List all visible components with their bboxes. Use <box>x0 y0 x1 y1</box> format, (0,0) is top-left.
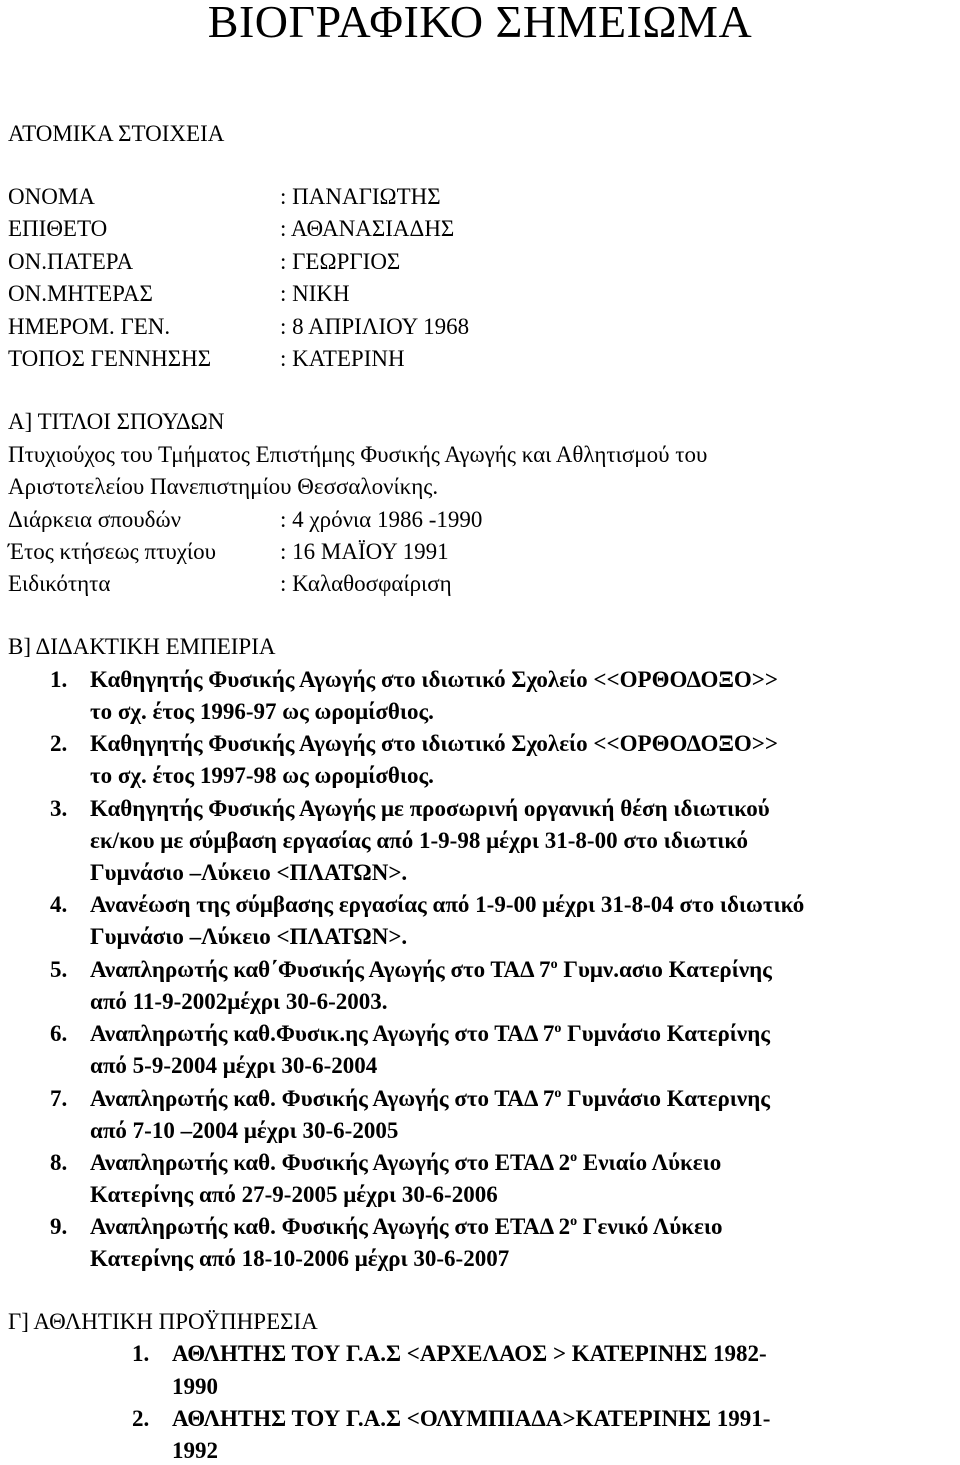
sports-heading: Γ] ΑΘΛΗΤΙΚΗ ΠΡΟΫΠΗΡΕΣΙΑ <box>8 1309 318 1334</box>
item-number: 8. <box>50 1150 68 1175</box>
row-label: ΤΟΠΟΣ ΓΕΝΝΗΣΗΣ <box>8 346 212 371</box>
teaching-heading: Β] ΔΙΔΑΚΤΙΚΗ ΕΜΠΕΙΡΙΑ <box>8 634 276 659</box>
item-text: ΑΘΛΗΤΗΣ ΤΟΥ Γ.Α.Σ <ΟΛΥΜΠΙΑΔΑ>ΚΑΤΕΡΙΝΗΣ 1991- <box>172 1406 771 1431</box>
personal-row <box>8 313 469 341</box>
row-value: : ΝΙΚΗ <box>280 281 350 306</box>
row-value: : 4 χρόνια 1986 -1990 <box>280 507 483 532</box>
ordinal-superscript: ο <box>570 1214 578 1229</box>
teaching-item-cont: το σχ. έτος 1996-97 ως ωρομίσθιος. <box>90 699 434 724</box>
item-number: 1. <box>50 667 68 692</box>
row-value: : 8 ΑΠΡΙΛΙΟΥ 1968 <box>280 314 470 339</box>
ordinal-superscript: ο <box>570 1150 578 1165</box>
teaching-item <box>50 666 778 694</box>
teaching-item-cont: από 11-9-2002μέχρι 30-6-2003. <box>90 989 388 1014</box>
item-text-tail: Ενιαίο Λύκειο <box>577 1150 722 1175</box>
item-text: ΑΘΛΗΤΗΣ ΤΟΥ Γ.Α.Σ <ΑΡΧΕΛΑΟΣ > ΚΑΤΕΡΙΝΗΣ 1982- <box>172 1341 767 1366</box>
personal-row <box>8 345 405 373</box>
row-value: : Καλαθοσφαίριση <box>280 571 452 596</box>
row-label: ΟΝ.ΜΗΤΕΡΑΣ <box>8 281 153 306</box>
studies-row <box>8 538 449 566</box>
item-number: 3. <box>50 796 68 821</box>
teaching-item <box>50 795 770 823</box>
item-text-tail: Γυμνάσιο Κατερινης <box>561 1086 770 1111</box>
row-value: : ΓΕΩΡΓΙΟΣ <box>280 249 401 274</box>
teaching-item <box>50 891 804 919</box>
sports-item <box>132 1340 767 1368</box>
row-value: : ΚΑΤΕΡΙΝΗ <box>280 346 405 371</box>
teaching-item-cont: εκ/κου με σύμβαση εργασίας από 1-9-98 μέχρι 31-8-00 στο ιδιωτικό <box>90 828 749 853</box>
item-number: 9. <box>50 1214 68 1239</box>
teaching-item-cont: το σχ. έτος 1997-98 ως ωρομίσθιος. <box>90 763 434 788</box>
ordinal-superscript: ο <box>550 957 558 972</box>
teaching-item <box>50 956 772 984</box>
item-text-tail: Γενικό Λύκειο <box>577 1214 723 1239</box>
item-text: Καθηγητής Φυσικής Αγωγής με προσωρινή οργανική θέση ιδιωτικού <box>90 796 770 821</box>
ordinal-superscript: ο <box>554 1086 562 1101</box>
item-text: Καθηγητής Φυσικής Αγωγής στο ιδιωτικό Σχολείο <<ΟΡΘΟΔΟΞΟ>> <box>90 667 779 692</box>
studies-line: Πτυχιούχος του Τμήματος Επιστήμης Φυσικής Αγωγής και Αθλητισμού του <box>8 442 708 467</box>
row-label: ΕΠΙΘΕΤΟ <box>8 216 108 241</box>
item-number: 6. <box>50 1021 68 1046</box>
teaching-item <box>50 1020 770 1048</box>
item-text-tail: Γυμνάσιο Κατερίνης <box>561 1021 770 1046</box>
item-number: 5. <box>50 957 68 982</box>
teaching-item-cont: Γυμνάσιο –Λύκειο <ΠΛΑΤΩΝ>. <box>90 924 408 949</box>
row-label: Ειδικότητα <box>8 571 111 596</box>
personal-row <box>8 183 441 211</box>
teaching-item-cont: Κατερίνης από 27-9-2005 μέχρι 30-6-2006 <box>90 1182 498 1207</box>
document-title: ΒΙΟΓΡΑΦΙΚΟ ΣΗΜΕΙΩΜΑ <box>207 0 753 47</box>
ordinal-superscript: ο <box>554 1021 562 1036</box>
row-label: Έτος κτήσεως πτυχίου <box>8 539 216 564</box>
teaching-item <box>50 1149 721 1177</box>
teaching-item <box>50 730 778 758</box>
item-number: 4. <box>50 892 68 917</box>
sports-item-cont: 1992 <box>172 1438 218 1463</box>
teaching-item-cont: Κατερίνης από 18-10-2006 μέχρι 30-6-2007 <box>90 1246 510 1271</box>
row-label: ΗΜΕΡΟΜ. ΓΕΝ. <box>8 314 171 339</box>
item-text: Αναπληρωτής καθ. Φυσικής Αγωγής στο ΤΑΔ 7 <box>90 1086 555 1111</box>
personal-row <box>8 215 454 243</box>
item-text: Καθηγητής Φυσικής Αγωγής στο ιδιωτικό Σχολείο <<ΟΡΘΟΔΟΞΟ>> <box>90 731 779 756</box>
item-text: Αναπληρωτής καθ. Φυσικής Αγωγής στο ΕΤΑΔ 2 <box>90 1214 571 1239</box>
row-value: : 16 ΜΑΪΟΥ 1991 <box>280 539 449 564</box>
item-number: 1. <box>132 1341 150 1366</box>
item-text: Αναπληρωτής καθ΄Φυσικής Αγωγής στο ΤΑΔ 7 <box>90 957 551 982</box>
item-text-tail: Γυμν.ασιο Κατερίνης <box>557 957 772 982</box>
studies-line: Αριστοτελείου Πανεπιστημίου Θεσσαλονίκης. <box>8 474 439 499</box>
sports-item-cont: 1990 <box>172 1374 218 1399</box>
personal-row <box>8 280 350 308</box>
row-value: : ΑΘΑΝΑΣΙΑΔΗΣ <box>280 216 455 241</box>
row-label: Διάρκεια σπουδών <box>8 507 182 532</box>
row-label: ΟΝΟΜΑ <box>8 184 95 209</box>
item-number: 7. <box>50 1086 68 1111</box>
sports-item <box>132 1405 770 1433</box>
teaching-item <box>50 1213 723 1241</box>
item-text: Αναπληρωτής καθ.Φυσικ.ης Αγωγής στο ΤΑΔ 7 <box>90 1021 555 1046</box>
studies-row <box>8 570 452 598</box>
item-text: Αναπληρωτής καθ. Φυσικής Αγωγής στο ΕΤΑΔ 2 <box>90 1150 571 1175</box>
teaching-item-cont: Γυμνάσιο –Λύκειο <ΠΛΑΤΩΝ>. <box>90 860 408 885</box>
item-number: 2. <box>132 1406 150 1431</box>
personal-row <box>8 248 400 276</box>
studies-row <box>8 506 482 534</box>
personal-heading: ΑΤΟΜΙΚΑ ΣΤΟΙΧΕΙΑ <box>8 121 225 146</box>
row-value: : ΠΑΝΑΓΙΩΤΗΣ <box>280 184 441 209</box>
teaching-item-cont: από 5-9-2004 μέχρι 30-6-2004 <box>90 1053 378 1078</box>
item-text: Ανανέωση της σύμβασης εργασίας από 1-9-00 μέχρι 31-8-04 στο ιδιωτικό <box>90 892 805 917</box>
row-label: ΟΝ.ΠΑΤΕΡΑ <box>8 249 134 274</box>
teaching-item-cont: από 7-10 –2004 μέχρι 30-6-2005 <box>90 1118 399 1143</box>
teaching-item <box>50 1085 770 1113</box>
studies-heading: Α] ΤΙΤΛΟΙ ΣΠΟΥΔΩΝ <box>8 409 225 434</box>
item-number: 2. <box>50 731 68 756</box>
